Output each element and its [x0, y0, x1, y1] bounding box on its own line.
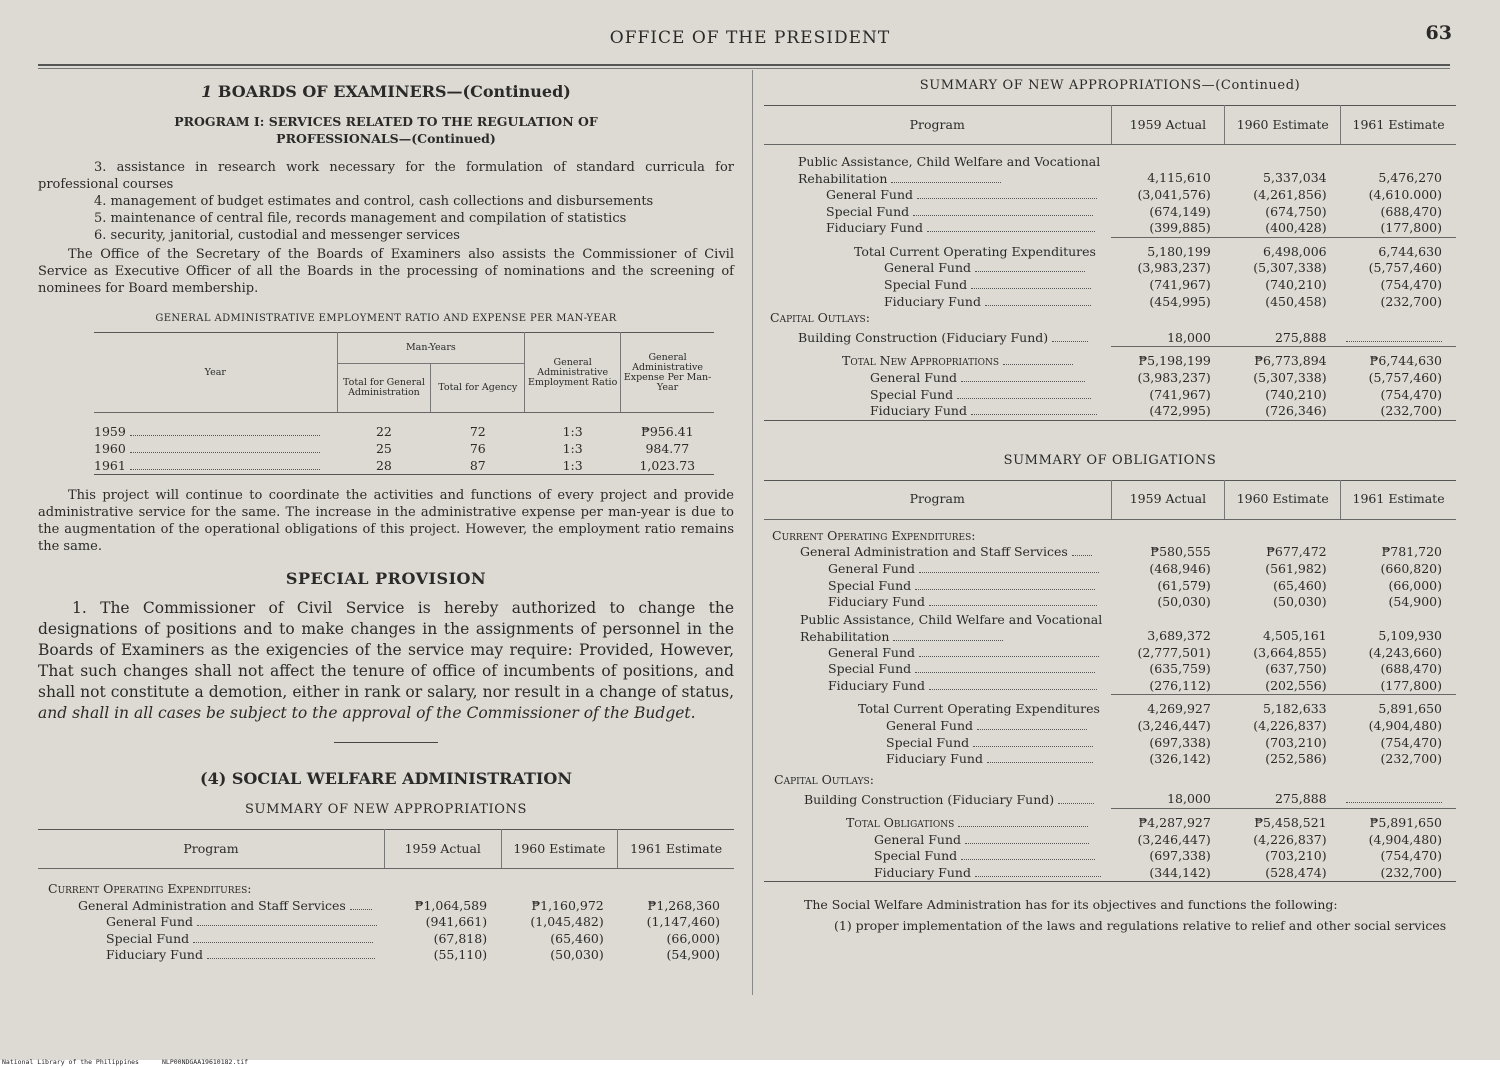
row-label: Special Fund: [870, 386, 954, 402]
col-ratio: General Administrative Employment Ratio: [525, 333, 621, 413]
cell-1961: ₱781,720: [1381, 544, 1442, 560]
cell-1959: ₱1,064,589: [414, 897, 488, 913]
row-label: Total New Appropriations: [842, 353, 1000, 369]
cell-1960: (726,346): [1225, 403, 1341, 420]
cell-1959: (3,983,237): [1137, 260, 1211, 276]
cell-1959: (3,246,447): [1137, 718, 1211, 734]
cell-1959: (3,246,447): [1137, 831, 1211, 847]
cell-1960: (740,210): [1265, 386, 1327, 402]
row-label: Total Current Operating Expenditures: [858, 701, 1100, 717]
row-label: Fiduciary Fund: [884, 293, 981, 309]
special-provision-italic: and shall in all cases be subject to the approval of the Commissioner of the Budget.: [38, 704, 696, 722]
cell-1961: (4,610.000): [1368, 187, 1442, 202]
table-row: [764, 260, 1456, 277]
table-row: [764, 751, 1456, 768]
col-1961: 1961 Estimate: [618, 830, 734, 869]
row-label: General Administration and Staff Services: [78, 897, 346, 913]
cell-1959: (697,338): [1149, 734, 1211, 750]
cell-1961: (4,904,480): [1368, 831, 1442, 847]
cell-1961: (754,470): [1380, 276, 1442, 292]
special-provision-body: 1. The Commissioner of Civil Service is hereby authorized to change the designations of positions and to make changes in the assignments of personnel in the Boards of Examiners as the exigencies of the service may require: Provided, However, That such changes shall not affect the tenure of office of incumbents of positions, and shall not constitute a demotion, either in rank or salary, nor result in a change of status,: [38, 599, 734, 701]
cell-1959: 18,000: [1167, 791, 1211, 807]
left-column: [38, 76, 734, 964]
cell-1959: (399,885): [1149, 220, 1211, 236]
cell-expense: ₱956.41: [641, 424, 694, 439]
cell-1961: 5,109,930: [1378, 628, 1442, 644]
cell-1961: ₱6,744,630: [1341, 347, 1456, 370]
table-row: [764, 310, 1456, 327]
cell-1960: (400,428): [1265, 220, 1327, 236]
column-separator: [752, 70, 753, 995]
row-label: General Fund: [828, 560, 916, 576]
cell-1960: (5,307,338): [1253, 260, 1327, 276]
cell-1960: (5,307,338): [1253, 369, 1327, 385]
col-total-agency: Total for Agency: [431, 364, 525, 413]
row-label: Fiduciary Fund: [106, 947, 203, 963]
table-row: [764, 370, 1456, 387]
table-row: [764, 611, 1456, 645]
cell-1960: (1,045,482): [530, 914, 604, 930]
cell-expense: 1,023.73: [621, 457, 714, 475]
cell-year: 1961: [94, 458, 126, 473]
row-label: Total Obligations: [846, 814, 955, 830]
special-provision-text: [38, 598, 734, 724]
cell-1959: (50,030): [1157, 594, 1211, 610]
cell-1960: (4,261,856): [1253, 187, 1327, 202]
cell-agency: 87: [431, 457, 525, 475]
col-total-general: Total for General Administration: [337, 364, 431, 413]
cell-1960: (252,586): [1265, 751, 1327, 767]
cell-1961: (5,757,460): [1368, 369, 1442, 385]
cell-1959: ₱580,555: [1150, 544, 1211, 560]
cell-1961: 5,476,270: [1378, 170, 1442, 186]
cell-1960: (4,226,837): [1253, 831, 1327, 847]
row-label: General Fund: [870, 369, 958, 385]
cell-1961: (5,757,460): [1368, 260, 1442, 276]
cell-expense: 984.77: [645, 441, 690, 456]
table-row: [38, 914, 734, 931]
cell-1960: 275,888: [1274, 791, 1327, 807]
cell-1959: 4,269,927: [1111, 695, 1225, 718]
footer-library: National Library of the Philippines: [2, 1058, 139, 1066]
cell-agency: 76: [469, 441, 486, 456]
table-row: [764, 809, 1456, 832]
right-column: [764, 76, 1456, 934]
row-label: Special Fund: [826, 203, 910, 219]
cell-ratio: 1:3: [525, 457, 621, 475]
obligations-title: SUMMARY OF OBLIGATIONS: [1003, 452, 1217, 468]
row-label: Public Assistance, Child Welfare and Vocational Rehabilitation: [798, 154, 1101, 186]
appropriations-continued-title: SUMMARY OF NEW APPROPRIATIONS—(Continued): [919, 78, 1301, 93]
cell-1960: (3,664,855): [1253, 644, 1327, 660]
header-rule: [38, 64, 1450, 66]
cell-1960: (450,458): [1265, 293, 1327, 309]
row-label: General Fund: [826, 187, 914, 202]
employment-ratio-table: [94, 332, 714, 475]
cell-1960: ₱1,160,972: [531, 897, 604, 913]
cell-1960: (528,474): [1225, 865, 1341, 882]
table-row: [764, 528, 1456, 545]
cell-1959: (741,967): [1149, 386, 1211, 402]
table-row: [764, 735, 1456, 752]
row-label: Special Fund: [886, 734, 970, 750]
cell-1960: (65,460): [550, 930, 604, 946]
cell-1961: ₱1,268,360: [647, 897, 720, 913]
cell-1961: (754,470): [1380, 734, 1442, 750]
cell-1961: (66,000): [666, 930, 720, 946]
closing-list-item: (1) proper implementation of the laws and regulations relative to relief and other social services: [834, 918, 1447, 934]
scan-footer: [0, 1060, 1500, 1068]
cell-1961: (232,700): [1380, 293, 1442, 309]
cell-1959: (61,579): [1157, 577, 1211, 593]
cell-1959: (3,041,576): [1137, 187, 1211, 202]
col-1959: 1959 Actual: [384, 830, 501, 869]
cell-1960: 6,498,006: [1225, 237, 1341, 260]
header-rule-thin: [38, 68, 1450, 69]
table-row: [764, 544, 1456, 561]
program-title-line-1: PROGRAM I: SERVICES RELATED TO THE REGULATION OF: [174, 114, 598, 129]
cell-1961: (754,470): [1380, 386, 1442, 402]
swa-appropriations-table: [38, 829, 734, 964]
cell-1961: (54,900): [666, 947, 720, 963]
footer-filename: NLP00NDGAA19610182.tif: [162, 1058, 249, 1066]
table-row: [764, 153, 1456, 187]
swa-title: (4) SOCIAL WELFARE ADMINISTRATION: [200, 769, 572, 788]
col-1961: 1961 Estimate: [1341, 480, 1456, 519]
row-label: Building Construction (Fiduciary Fund): [798, 330, 1049, 345]
row-label: Special Fund: [828, 577, 912, 593]
cell-1959: (2,777,501): [1137, 644, 1211, 660]
table-row: [764, 594, 1456, 611]
cell-1959: 5,180,199: [1111, 237, 1225, 260]
row-label: Current Operating Expenditures:: [48, 881, 252, 896]
cell-1959: (326,142): [1149, 751, 1211, 767]
cell-1960: (4,226,837): [1253, 718, 1327, 734]
col-expense: General Administrative Expense Per Man-Year: [621, 333, 714, 413]
cell-1961: (1,147,460): [646, 914, 720, 930]
cell-gen: 28: [337, 457, 431, 475]
cell-1961: [1341, 788, 1456, 808]
col-year: Year: [94, 333, 337, 413]
section-title-text: BOARDS OF EXAMINERS—(Continued): [217, 82, 571, 101]
cell-1959: (67,818): [433, 930, 488, 946]
cell-1960: 275,888: [1274, 329, 1327, 345]
cell-1961: (232,700): [1341, 403, 1456, 420]
row-label: Special Fund: [874, 848, 958, 864]
col-program: Program: [764, 106, 1111, 145]
program-title-line-2: PROFESSIONALS—(Continued): [276, 131, 496, 146]
col-program: Program: [38, 830, 384, 869]
cell-1960: 5,182,633: [1225, 695, 1341, 718]
cell-1959: 3,689,372: [1147, 628, 1211, 644]
table-row: [38, 898, 734, 915]
row-label: General Fund: [886, 718, 974, 734]
cell-1961: ₱5,891,650: [1341, 809, 1456, 832]
table-row: [764, 661, 1456, 678]
section-title: [38, 82, 734, 101]
row-label: Fiduciary Fund: [886, 751, 983, 767]
table-row: [764, 578, 1456, 595]
program-title: [38, 113, 734, 147]
table-row: [764, 387, 1456, 404]
cell-1960: 4,505,161: [1263, 628, 1327, 644]
row-label: Fiduciary Fund: [828, 594, 925, 610]
col-1959: 1959 Actual: [1111, 106, 1225, 145]
cell-1960: (740,210): [1265, 276, 1327, 292]
row-label: Public Assistance, Child Welfare and Vocational Rehabilitation: [800, 611, 1103, 644]
cell-1960: 5,337,034: [1263, 170, 1327, 186]
cell-1959: (674,149): [1149, 203, 1211, 219]
table-row: [764, 848, 1456, 865]
table-row: [764, 678, 1456, 695]
table-row: [764, 561, 1456, 578]
cell-1961: (4,243,660): [1368, 644, 1442, 660]
section-number: 1: [201, 82, 213, 101]
paragraph: The Office of the Secretary of the Boards of Examiners also assists the Commissioner of Civil Service as Executive Officer of all the Boards in the processing of nominations and the screening of nominees for Board membership.: [38, 247, 734, 296]
cell-1960: (703,210): [1265, 734, 1327, 750]
table-row: [764, 327, 1456, 347]
row-label: Total Current Operating Expenditures: [854, 243, 1096, 259]
row-label: Special Fund: [884, 276, 968, 292]
cell-1959: (468,946): [1149, 560, 1211, 576]
table-row: [764, 204, 1456, 221]
table-row: [764, 237, 1456, 260]
cell-1959: (697,338): [1149, 848, 1211, 864]
col-1959: 1959 Actual: [1111, 480, 1225, 519]
row-label: General Fund: [828, 644, 916, 660]
swa-summary-title: SUMMARY OF NEW APPROPRIATIONS: [245, 802, 527, 817]
cell-year: 1959: [94, 424, 126, 439]
list-item: 6. security, janitorial, custodial and messenger services: [94, 228, 460, 243]
table-row: [38, 947, 734, 964]
cell-1959: (941,661): [425, 914, 488, 930]
table-row: [764, 187, 1456, 204]
cell-1961: (688,470): [1380, 203, 1442, 219]
table-row: [38, 931, 734, 948]
row-label: General Fund: [884, 260, 972, 276]
cell-1961: (232,700): [1341, 865, 1456, 882]
cell-1959: ₱5,198,199: [1111, 347, 1225, 370]
cell-1960: (202,556): [1265, 677, 1327, 693]
cell-1961: (177,800): [1380, 677, 1442, 693]
table-row: [764, 788, 1456, 808]
cell-ratio: 1:3: [562, 424, 583, 439]
table-row: [94, 423, 714, 440]
cell-1960: ₱6,773,894: [1225, 347, 1341, 370]
list-item: 5. maintenance of central file, records management and compilation of statistics: [94, 211, 627, 226]
cell-1960: (674,750): [1265, 203, 1327, 219]
cell-1959: (454,995): [1149, 293, 1211, 309]
cell-1959: (55,110): [433, 947, 488, 963]
section-divider: [334, 742, 438, 743]
col-1960: 1960 Estimate: [1225, 106, 1341, 145]
row-label: Capital Outlays:: [770, 310, 870, 326]
cell-1959: (3,983,237): [1137, 369, 1211, 385]
table-row: [764, 220, 1456, 237]
table-row: [94, 457, 714, 475]
cell-1961: (66,000): [1388, 577, 1442, 593]
cell-1959: ₱4,287,927: [1111, 809, 1225, 832]
cell-1959: 4,115,610: [1147, 170, 1211, 186]
col-program: Program: [764, 480, 1111, 519]
cell-1961: (54,900): [1388, 594, 1442, 610]
cell-1961: 5,891,650: [1341, 695, 1456, 718]
cell-1959: (344,142): [1111, 865, 1225, 882]
cell-1960: (637,750): [1265, 661, 1327, 677]
table-row: [94, 440, 714, 457]
paragraph: This project will continue to coordinate the activities and functions of every project and provide administrative service for the same. The increase in the administrative expense per man-year is due to the augmentation of the operational obligations of this project. However, the employment ratio remains the same.: [38, 488, 734, 554]
cell-1961: (4,904,480): [1368, 718, 1442, 734]
table-row: [764, 403, 1456, 420]
cell-1961: 6,744,630: [1341, 237, 1456, 260]
running-head: OFFICE OF THE PRESIDENT: [609, 28, 891, 48]
table-row: [764, 718, 1456, 735]
cell-1960: ₱677,472: [1266, 544, 1327, 560]
col-1960: 1960 Estimate: [501, 830, 618, 869]
table-row: [764, 294, 1456, 311]
cell-agency: 72: [469, 424, 486, 439]
table-row: [764, 832, 1456, 849]
cell-1960: (703,210): [1265, 848, 1327, 864]
list-item: 4. management of budget estimates and control, cash collections and disbursements: [94, 194, 654, 209]
cell-year: 1960: [94, 441, 126, 456]
cell-1960: (561,982): [1265, 560, 1327, 576]
special-provision-heading: SPECIAL PROVISION: [285, 569, 487, 588]
cell-1959: (635,759): [1149, 661, 1211, 677]
table-row: [764, 277, 1456, 294]
row-label: Fiduciary Fund: [826, 220, 923, 236]
cell-1961: (660,820): [1380, 560, 1442, 576]
row-label: Capital Outlays:: [774, 771, 874, 787]
table-row: [764, 768, 1456, 789]
table-caption: GENERAL ADMINISTRATIVE EMPLOYMENT RATIO AND EXPENSE PER MAN-YEAR: [155, 313, 617, 324]
cell-1961: (232,700): [1380, 751, 1442, 767]
obligations-table: [764, 480, 1456, 883]
cell-1961: (688,470): [1380, 661, 1442, 677]
col-1960: 1960 Estimate: [1225, 480, 1341, 519]
row-label: Fiduciary Fund: [828, 678, 925, 694]
row-label: Fiduciary Fund: [870, 403, 967, 419]
cell-1959: 18,000: [1167, 329, 1211, 345]
cell-gen: 22: [375, 424, 392, 439]
page-number: 63: [1425, 22, 1452, 44]
row-label: Current Operating Expenditures:: [772, 527, 976, 543]
row-label: Building Construction (Fiduciary Fund): [804, 791, 1055, 807]
list-item: 3. assistance in research work necessary for the formulation of standard curricula for professional courses: [38, 160, 734, 192]
col-1961: 1961 Estimate: [1341, 106, 1456, 145]
table-row: [764, 695, 1456, 718]
cell-1961: [1341, 327, 1456, 347]
closing-paragraph: The Social Welfare Administration has for its objectives and functions the following:: [804, 897, 1338, 913]
row-label: General Administration and Staff Services: [800, 544, 1068, 560]
cell-1960: ₱5,458,521: [1225, 809, 1341, 832]
table-row: [764, 865, 1456, 882]
row-label: Special Fund: [106, 930, 190, 946]
cell-1960: (50,030): [550, 947, 604, 963]
cell-gen: 25: [375, 441, 392, 456]
row-label: General Fund: [874, 831, 962, 847]
appropriations-table: [764, 105, 1456, 421]
table-row: [764, 347, 1456, 370]
row-label: Special Fund: [828, 661, 912, 677]
cell-1960: (50,030): [1273, 594, 1327, 610]
cell-1961: (177,800): [1380, 220, 1442, 236]
cell-1960: (65,460): [1273, 577, 1327, 593]
cell-ratio: 1:3: [562, 441, 583, 456]
cell-1961: (754,470): [1380, 848, 1442, 864]
cell-1959: (472,995): [1111, 403, 1225, 420]
col-man-years: Man-Years: [337, 333, 525, 364]
row-label: Fiduciary Fund: [874, 864, 971, 880]
table-row: [38, 881, 734, 898]
table-row: [764, 645, 1456, 662]
row-label: General Fund: [106, 914, 194, 930]
cell-1959: (276,112): [1149, 677, 1211, 693]
cell-1959: (741,967): [1149, 276, 1211, 292]
